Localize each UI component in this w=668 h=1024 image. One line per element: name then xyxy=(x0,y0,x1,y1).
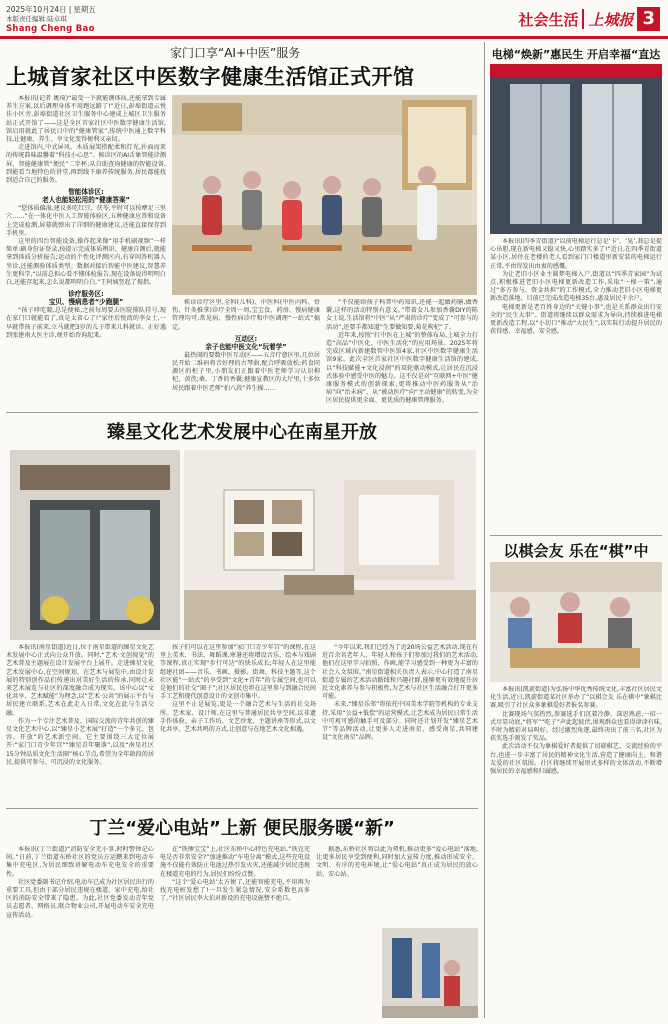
article2-body2: 这里不止是展览,更是一个融合艺术与生活的社交场所。艺术家、设计师,在这里与普通居民共享空间,以非遗手作体验、亲子工作坊、文艺沙龙、主题讲座等形式,以文化共享、艺术共鸣的方式,让创意与在地艺术文化相遇。 xyxy=(160,701,316,734)
divider-1 xyxy=(6,412,478,413)
article3-body3: 据悉,东桥社区将以此为契机,推动更多“爱心电站”落地,让更多居民享受到便利,同时加大宣传力度,推动形成安全、文明、有序的充电环境,让“爱心电站”真正成为居民的放心站、安心站。 xyxy=(316,846,478,878)
right-column-divider xyxy=(484,42,485,1018)
gallery-interior-illustration xyxy=(184,450,476,640)
right2-body2: 比赛现场气氛热烈,参赛选手们沉着冷静、深思熟虑,一招一式尽显功底,“将军”“吃子”声此起彼伏,围观群众也看得津津有味,不时为精彩对局叫好。经过激烈角逐,最终决出了前三名,社区为获奖选手颁发了奖品。 xyxy=(490,710,662,743)
right1-headline: 电梯“焕新”惠民生 开启幸福“直达 xyxy=(491,48,661,61)
article1-photo xyxy=(172,95,477,295)
article1-kicker: 家门口享“AI+中医”服务 xyxy=(170,46,301,60)
right2-text xyxy=(490,686,662,1018)
article2-body1b: 作为一个专注艺术普及、国际交流的青年共创的臻星文化艺术中心,以“臻星小艺术展”打造“一个多元、包容、开放”的艺术新空间。它主要围绕三大定位展开:“家门口青少年宫”“臻星青年聚落”,以及“南星社区15分钟品质文化生活圈”核心节点,希望为全年龄段的居民,提供可参与、可沉浸的文化服务。 xyxy=(6,717,154,766)
article3-col1 xyxy=(6,846,154,1018)
article3-body2b: “这个‘爱心电站’太方便了,还能智能充电,不用再为找充电桩发愁了!一旦发生紧急情况,安全系数也高多了。”社区居民李大伯对新设的充电设施赞不绝口。 xyxy=(160,878,310,903)
page-editor: 本版责任编辑:陆卓琪 xyxy=(6,15,67,23)
divider-right xyxy=(490,535,662,536)
right2-body: 本报讯(凯旋街道)为弘扬中华优秀传统文化,丰富社区居民文化生活,近日,凯旋街道某社区举办了“以棋会友 乐在棋中”象棋比赛,吸引了社区众多象棋爱好者报名参赛。 xyxy=(490,686,662,710)
paper-logo: 上城报 xyxy=(588,10,634,29)
article1-sub3: 互动区: 亲子也能中医文化“玩着学” xyxy=(205,334,287,351)
article1-sub1: 智能体诊区: 老人也能轻松用的“健康答案” xyxy=(42,188,130,205)
article2-body1c: 孩子们可以在这里参加“家门口青少年宫”的课程,在这里上美术、书法、舞蹈课,寒暑还将增设音乐、绘本与戏剧等课程,真正实现“步行可达”的快乐成长;年轻人在这里能组建社团——音乐、书画、摄影、街舞、科技主题等,这个社区能“一站式”的享受到“文化+青年”的专属空间,也可以是他们的社交“圈子”;社区居民也将在这里参与到融合民间手工艺和现代创意设计的文创市集中。 xyxy=(160,644,316,701)
right1-text xyxy=(490,238,662,530)
article2-headline: 臻星文化艺术发展中心在南星开放 xyxy=(107,422,377,443)
article2-body3: “今年以来,我们已经为了近20场公益艺术活动,现在有近百余名老年人、年轻人和孩子们参加过我们的艺术活动,他们在这里学习拍照、作画,能学习感受到一种更为丰富的社会人文氛围。”南星街道相关负责人表示,中心打造了南星街道专属的艺术活动路线和兴趣社群,能够更有效地提升居民文化素养与参与积极性,为艺术与社区生活融合打开更多可能。 xyxy=(322,644,478,701)
right1-body: 本报讯(四季青街道)“以前电梯运行总是‘卡’、‘晃’,我总是提心吊胆,现在新电梯又稳又快,心里踏实多了!”近日,在四季青街道某小区,居住在老楼的老人看到家门口楼道里新安装的电梯运行正常,不由得发出由衷的感慨。 xyxy=(490,238,662,270)
article3-col3 xyxy=(316,846,478,926)
article3-col2 xyxy=(160,846,310,1018)
article1-col2 xyxy=(172,299,320,409)
article1-body4: 近年来,按照“打中医在上城”的整体布局,上城全力打造“高品”中医化、中医生活化“的应用场景。2025年将完成区域内新建数智中医馆4家,社区中医数字健康生活馆9家。此次全区首家社区中医数字健康生活馆的建成,以“科技赋能+文化浸润”的双轮驱动模式,让居民在沉浸式体验中感受中医的魅力。这不仅是对“互联网+中医”健康服务模式的创新探索,更将推动中医药服务从“治病”向“治未病”、从“被动医疗”向“主动健康”的转变,为全区居民提供更全面、更优质的健康管理服务。 xyxy=(326,331,478,405)
article1-body3: 最热闹的要数中医互动区——五音疗愈区里,几位居民开始二维码将音好理的古琴曲,配合呼吸放松;药食同源区的柜子里,小朋友们正跟着中医老师学习认识枸杞、黄芪;桑、丁香的香囊;健康宣教区的大厅里,十多位居民跟着中医老师“拍八段”养生操…… xyxy=(172,351,320,392)
article1-body2b: 候诊诊疗区里,全科(儿科)、中医科(中医内科、骨伤、针灸推拿)诊疗全周一周,宝宝食、药房、慢病健康管理均可,常见病、慢性病诊疗和中医调理“一站式”搞定。 xyxy=(172,299,320,331)
article1-sub2: 诊疗服务区: 宝贝、慢病患者“少跑腿” xyxy=(48,290,124,307)
article3-body2: 在“铁锤宝宝”上,社区东桥中心特色充电站,“铁克充电是否非常安全?”加速推动“车电分离”模式,这些充电设施不仅能有效防止电池过热引发火灾,还能减少居民违规在楼道充电的行为,居民们纷纷点赞。 xyxy=(160,846,310,878)
article1-body1: “您体质偏湿,建议多吃红豆、茯苓,平时可以按摩足三里穴……”在一体化中医人工智能体验区,五种健康应答和设备上完成检测,屏幕就弹出了详细的健康建议,还能直接保存到手机里。 xyxy=(6,205,166,237)
article3-body1: 本报讯(丁兰街道)“消防安全无小事,时时警钟记心间。”日前,丁兰街道东桥社区的党员方运鹏来到电动车集中充电区,为居民细致讲解电动车充电安全的重要性。 xyxy=(6,846,154,878)
article2-photo-right xyxy=(184,450,476,640)
chess-match-illustration xyxy=(490,562,662,682)
right1-body3: 电梯更新是老百姓身边的“关键小事”,也是关系群众出行安全的“民生大事”。街道将继续以群众需求为导向,持续推进电梯更新改造工程,以“小切口”推动“大民生”,以实际行动提升居民的获得感、幸福感、安全感。 xyxy=(490,303,662,336)
article2-col3 xyxy=(322,644,478,804)
article2-photo-left xyxy=(10,450,180,640)
article1-body3b: “不仅能给孩子科普中药知识,还能一起做药膳,做香囊,这样的活动特别有意义。”带着女儿参加香囊DIY的陈女士说,生活馆将“中医”从“严肃的诊疗”变成了“可参与的活动”,还要手都知道“生要做知要,菊花枸杞”了。 xyxy=(326,299,478,331)
article2-col2 xyxy=(160,644,316,804)
article2-body1: 本报讯(南星街道)近日,位于南星街道的臻星文化艺术发展中心正式向公众开放。同时,“艺术·文创视觉”的艺术普及主题展在设计发展平台上展开。走进臻星文化艺术发展中心,在空间规划、在艺术与展览中,由设计发展的特别创作品们传递出对美好生活的传承,同时让未来艺术展览与社区的深度融合成为现实。该中心以“文化共享、艺术赋能”为理念,以“艺术·公共”的展示平台与居民建立联系,艺术在此走入日常,文化在此与生活交融。 xyxy=(6,644,154,717)
article1-col1 xyxy=(6,95,166,405)
article1-intro: 本报讯(记者 姚琦)“最受一下就能测体质,还能拿到专属养生方案,以后调理身体不用跑远路了!”近日,彭埠街道云悦佳小区旁,彭埠街道社区卫生服务中心建成上城区卫生服务站正式开馆了——这是全区首家社区中医数字健康生活馆,馆启用就此了居民日中的“健康管家”,传统中医通上数字科技,让健康、养生、享文化变得便利又亲切。 xyxy=(6,95,166,144)
right2-body3: 此次活动不仅为象棋爱好者提供了切磋棋艺、交流经验的平台,也进一步丰富了居民的精神文化生活,营造了健康向上、和谐友爱的社区氛围。社区将继续开展形式多样的文体活动,不断增强居民的幸福感和归属感。 xyxy=(490,743,662,776)
issue-date: 2025年10月24日 xyxy=(6,5,67,14)
right2-photo xyxy=(490,562,662,682)
page-number: 3 xyxy=(637,7,660,31)
tcm-hall-photo-illustration xyxy=(172,95,477,295)
article3-photo xyxy=(382,928,478,1018)
right1-body2: 为让老旧小区业主圆梦电梯入户,街道以“四季青家园”为试点,积极推进老旧小区电梯更新改造工作,采取“一梯一策”,通过“多方参与、资金共担”的工作模式,全力推动老旧小区电梯更新改造落地。目前已完成改造电梯35台,惠及居民千余户。 xyxy=(490,270,662,303)
article3-body1b: 社区党委副书记介绍,电动车已成为社区居民出行的重要工具,但由于部分居民违规在楼道、家中充电,给社区的消防安全带来了隐患。为此,社区党委发动青年党员志愿者、网格员,联合物业公司,开展电动车安全充电宣传活动。 xyxy=(6,878,154,919)
header-date-line: 2025年10月24日 | 星期五 xyxy=(6,5,96,14)
issue-weekday: 星期五 xyxy=(73,5,96,14)
section-name: 社会生活 xyxy=(518,10,579,29)
charging-station-illustration xyxy=(382,928,478,1018)
article2-body3b: 未来,“臻星乐邻”将依托中国美术学院等机构的专业支持,采用“公益+低偿”的运营模式,让艺术成为居民日常生活中可观可感的触手可及部分。同时还计划开发“臻星艺术节”等品牌活动,让更多人走进南星、感受南星,共同建设“文化南星”品牌。 xyxy=(322,701,478,742)
art-center-storefront-illustration xyxy=(10,450,180,640)
article1-intro2: 走进馆内,中式屏风、木质展架搭配柔和灯光,扑面而来的传统韵味温馨着“科技小心思”。候诊区的AI舌象智能诊测屏、智能健康管“便民”二字杯;从自助查询健康的智能设备,到能看当地特色的讲堂,再到线下康养传统服务,居民都能找到适合自己的服务。 xyxy=(6,144,166,185)
article2-col1 xyxy=(6,644,154,804)
header-rule xyxy=(0,36,668,39)
article3-headline: 丁兰“爱心电站”上新 便民服务暖“新” xyxy=(89,818,395,839)
article1-body1b: 这里的四台智能设备,操作起来像“用手机刷视频”一样简单:刷身份证登录,按提示完成体质辨识、健康自测后,就能拿到体质分析报告;运动的个性化评测区内,有穿问答机器人坐诊,还能测验体质类型。数据对接后智能中医建议,智慧养生更科学,“以前总担心看不懂体检报告,现在设备说得明明白白,还能存起来,怎么说都明明白白,”王阿姨竖起了拇指。 xyxy=(6,238,166,287)
masthead-divider xyxy=(582,9,584,29)
masthead-right xyxy=(518,6,660,32)
article1-headline: 上城首家社区中医数字健康生活馆正式开馆 xyxy=(6,65,415,89)
right2-headline: 以棋会友 乐在“棋”中 xyxy=(503,542,649,560)
brand-pinyin: Shang Cheng Bao xyxy=(6,24,95,34)
article1-body2: “孩子哮吃喘,总是便秘,之前每周要去医院排队挂号,现在家门口就能看了,真是太省心了!”家住后悦湾的李女士,一早就带孩子前来,立马就把3岁的儿子带来儿科就诊。正好遇到张建南大医主诊,便开始咨询起来。 xyxy=(6,307,166,339)
right1-photo xyxy=(490,64,662,234)
article1-col3 xyxy=(326,299,478,409)
elevator-lobby-illustration xyxy=(490,64,662,234)
divider-2 xyxy=(6,808,478,809)
